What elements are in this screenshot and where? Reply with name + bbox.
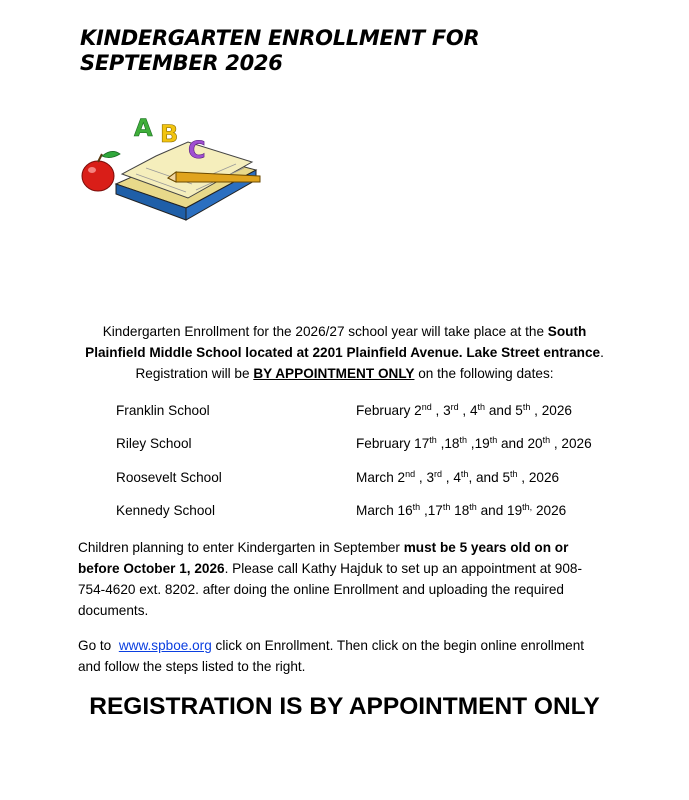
- online-enrollment-paragraph: [78, 635, 598, 677]
- title-line-2: SEPTEMBER 2026: [80, 51, 283, 75]
- school-dates: March 16th ,17th 18th and $19^{th,}$ 2026: [356, 502, 567, 518]
- svg-text:A: A: [134, 114, 153, 142]
- school-dates: February 2nd , 3rd , 4th and 5th , 2026: [356, 402, 572, 418]
- intro-text-3: on the following dates:: [414, 366, 554, 381]
- title-line-1: KINDERGARTEN ENROLLMENT FOR: [80, 26, 480, 50]
- page-title: [80, 26, 580, 76]
- school-name: Franklin School: [116, 403, 210, 418]
- appointment-only-text: BY APPOINTMENT ONLY: [253, 366, 415, 381]
- school-dates: February 17th ,18th ,19th and 20th , 2026: [356, 435, 592, 451]
- age-requirement-text: must be 5 years old on or before October 1, 2026: [78, 540, 569, 576]
- svg-text:B: B: [160, 120, 179, 148]
- school-name: Riley School: [116, 436, 192, 451]
- registration-notice: REGISTRATION IS BY APPOINTMENT ONLY: [89, 693, 600, 720]
- location-text: South Plainfield Middle School located at 2201 Plainfield Avenue. Lake Street entrance: [85, 324, 601, 360]
- spboe-link[interactable]: www.spboe.org: [118, 638, 212, 653]
- age-requirement-paragraph: [78, 537, 598, 621]
- intro-text-1: Kindergarten Enrollment for the 2026/27 school year will take place at the: [102, 324, 548, 339]
- kids-text-2: . Please call Kathy Hajduk to set up an appointment at 908-754-4620 ext. 8202. after doing the online Enrollment and uploading the required documents.: [78, 561, 583, 618]
- intro-text-2: . Registration will be: [135, 345, 604, 381]
- school-dates: March 2nd , 3rd , 4th, and 5th , 2026: [356, 469, 560, 485]
- goto-text-2: click on Enrollment. Then click on the begin online enrollment and follow the steps listed to the right.: [78, 638, 585, 674]
- svg-text:C: C: [188, 136, 206, 164]
- school-name: Kennedy School: [116, 503, 216, 518]
- kids-text-1: Children planning to enter Kindergarten in September: [78, 540, 404, 555]
- enrollment-intro: [72, 321, 617, 384]
- school-name: Roosevelt School: [116, 470, 222, 485]
- goto-text-1: Go to: [78, 638, 119, 653]
- abc-book-apple-pencil-icon: [76, 112, 266, 230]
